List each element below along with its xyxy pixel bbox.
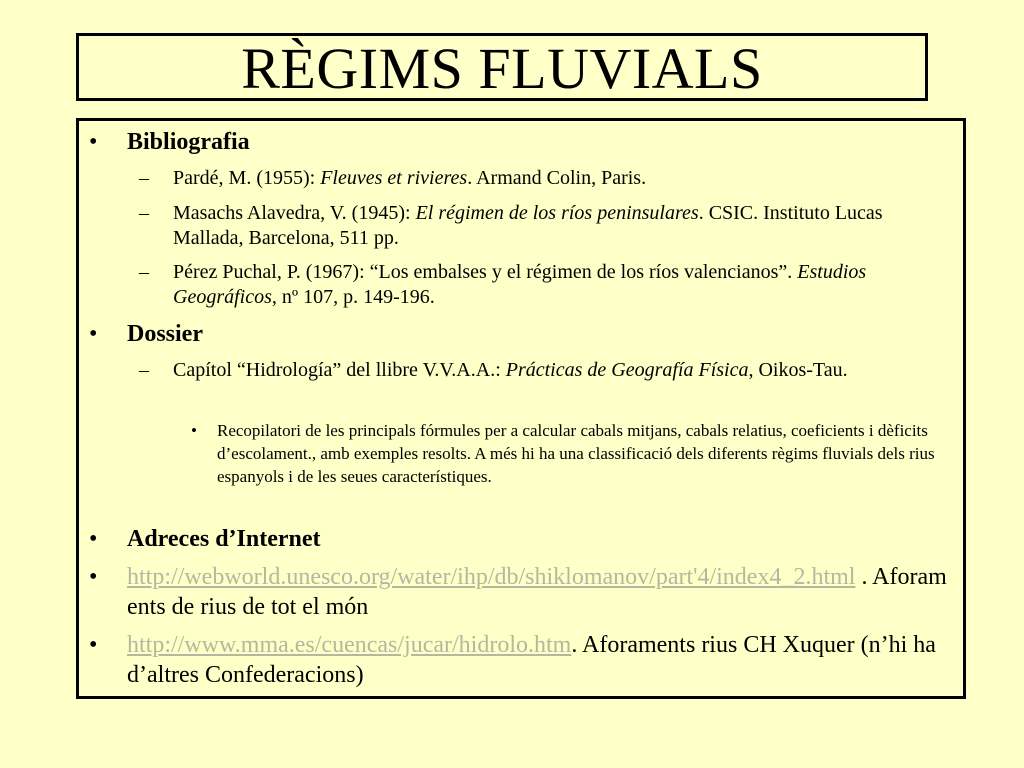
dossier-text (173, 358, 933, 383)
unesco-link[interactable]: http://webworld.unesco.org/water/ihp/db/shiklomanov/part'4/index4_2.html (127, 564, 856, 590)
dossier-rest: , Oikos-Tau. (748, 359, 848, 381)
dossier-sub-item (191, 419, 947, 488)
dash: – (139, 167, 149, 189)
content-box (76, 118, 966, 699)
bullet: • (89, 564, 98, 590)
internet-heading: Adreces d’Internet (127, 526, 321, 552)
internet-link-text (127, 630, 957, 690)
bullet: • (89, 526, 98, 552)
bullet: • (89, 129, 98, 155)
bibliography-work: Estudios Geográficos (173, 261, 867, 308)
title-box (76, 33, 928, 101)
bibliography-text (173, 166, 933, 191)
bibliography-text (173, 201, 933, 251)
internet-link-item (89, 562, 957, 622)
slide-title: RÈGIMS FLUVIALS (241, 36, 763, 101)
dossier-sub-text: Recopilatori de les principals fórmules per a calcular cabals mitjans, cabals relatius, coeficients i dèficits d’escolament., amb exemples resolts. A més hi ha una classificació dels diferents règims fluvials dels rius espanyols i de les seues característiques. (217, 421, 935, 486)
mma-link[interactable]: http://www.mma.es/cuencas/jucar/hidrolo.htm (127, 632, 572, 658)
mma-link-description: . Aforaments rius CH Xuquer (n’hi ha d’altres Confederacions) (127, 632, 936, 688)
dossier-heading-row (89, 319, 957, 349)
unesco-link-description: . Aforaments de rius de tot el món (127, 564, 947, 620)
dash: – (139, 261, 149, 283)
sub-bullet: • (191, 421, 197, 440)
bibliography-author: Pérez Puchal, P. (1967): “Los embalses y el régimen de los ríos valencianos”. (173, 261, 798, 283)
bibliography-author: Pardé, M. (1955): (173, 167, 321, 189)
internet-heading-row (89, 524, 957, 554)
bibliografia-heading-row (89, 127, 957, 157)
dossier-lead: Capítol “Hidrología” del llibre V.V.A.A.: (173, 359, 506, 381)
bibliography-author: Masachs Alavedra, V. (1945): (173, 202, 416, 224)
bibliography-work: Fleuves et rivieres (320, 167, 468, 189)
bibliography-item (139, 260, 933, 310)
bullet: • (89, 321, 98, 347)
bibliography-item (139, 201, 933, 251)
bibliography-work: El régimen de los ríos peninsulares (415, 202, 699, 224)
dossier-heading: Dossier (127, 321, 203, 347)
bibliography-text (173, 260, 933, 310)
internet-link-text (127, 562, 957, 622)
bibliography-rest: . Armand Colin, Paris. (467, 167, 647, 189)
dash: – (139, 202, 149, 224)
bibliography-rest: . CSIC. Instituto Lucas Mallada, Barcelona, 511 pp. (173, 202, 883, 249)
dash: – (139, 359, 149, 381)
bullet: • (89, 632, 98, 658)
dossier-item (139, 358, 933, 383)
internet-link-item (89, 630, 957, 690)
bibliography-rest: , nº 107, p. 149-196. (271, 286, 435, 308)
dossier-work: Prácticas de Geografía Física (505, 359, 749, 381)
bibliografia-heading: Bibliografia (127, 129, 250, 155)
bibliography-item (139, 166, 933, 191)
